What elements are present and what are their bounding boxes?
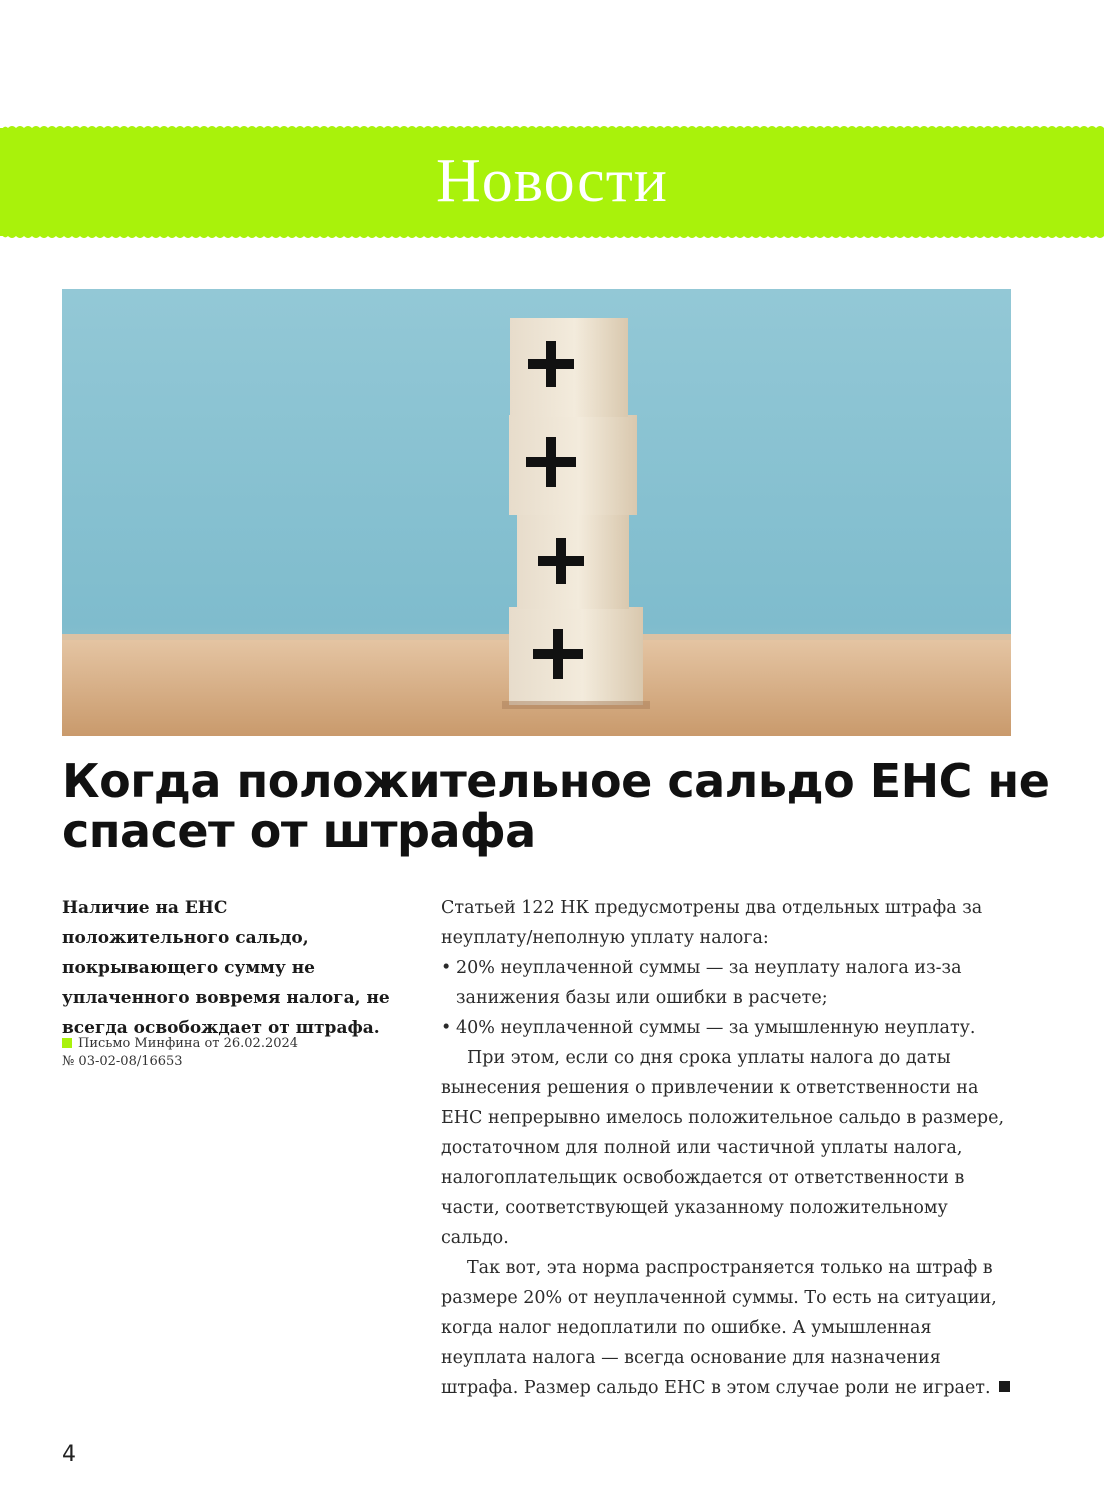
end-of-article-icon (999, 1381, 1010, 1392)
list-item: • 40% неуплаченной суммы — за умышленную неуплату. (441, 1013, 1016, 1043)
page-number: 4 (62, 1442, 76, 1467)
section-title: Новости (436, 147, 668, 215)
body-paragraph-2: При этом, если со дня срока уплаты налога до даты вынесения решения о привлечении к ответственности на ЕНС непрерывно имелось положительное сальдо в размере, достаточном для полной или частичной уплаты налога, налогоплательщик освобождается от ответственности в части, соответствующей указанному положительному сальдо. (441, 1048, 1005, 1248)
list-item: • 20% неуплаченной суммы — за неуплату налога из-за занижения базы или ошибки в расчете; (441, 953, 1016, 1013)
plus-cube-1 (509, 607, 643, 705)
intro-paragraph: Статьей 122 НК предусмотрены два отдельных штрафа за неуплату/неполную уплату налога: (441, 898, 983, 948)
plus-cube-4 (510, 318, 628, 417)
source-line-2: № 03-02-08/16653 (62, 1054, 183, 1069)
article-photo (62, 289, 1011, 736)
article-body (441, 893, 1016, 1403)
article-headline: Когда положительное сальдо ЕНС не спасет от штрафа (62, 754, 1050, 858)
article-lead: Наличие на ЕНС положительного сальдо, покрывающего сумму не уплаченного вовремя налога, не всегда освобождает от штрафа. (62, 898, 390, 1038)
body-paragraph-3-text: Так вот, эта норма распространяется только на штраф в размере 20% от неуплаченной суммы. То есть на ситуации, когда налог недоплатили по ошибке. А умышленная неуплата налога — всегда основание для назначения штрафа. Размер сальдо ЕНС в этом случае роли не играет. (441, 1258, 997, 1398)
green-square-icon (62, 1038, 72, 1048)
banner-wavy-edge-top (0, 124, 1104, 132)
penalty-list (441, 953, 1016, 1043)
body-paragraph-3 (441, 1253, 1016, 1403)
source-reference (62, 1035, 382, 1071)
source-line-1: Письмо Минфина от 26.02.2024 (78, 1036, 299, 1051)
plus-cube-3 (509, 415, 637, 515)
section-banner (0, 128, 1104, 236)
banner-wavy-edge-bottom (0, 232, 1104, 240)
plus-cube-2 (517, 513, 629, 609)
plus-cube-stack (502, 318, 650, 709)
